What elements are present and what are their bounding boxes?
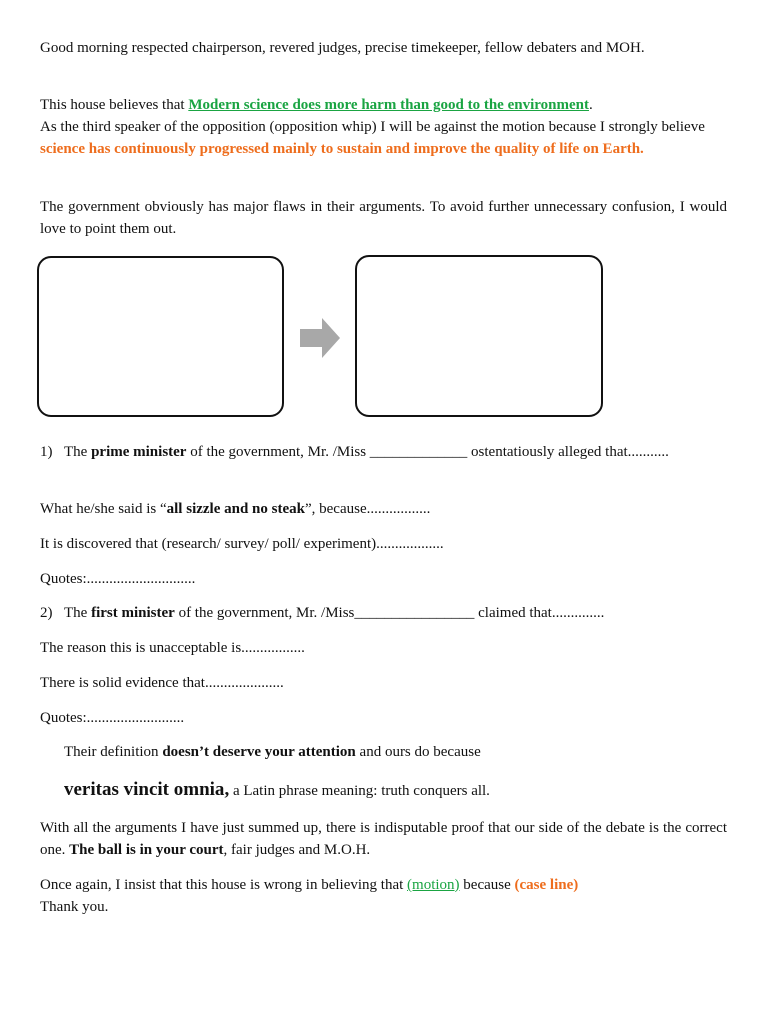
point2-evidence [40, 672, 727, 694]
point2-text-a: The [64, 605, 92, 621]
point2-quotes [40, 707, 727, 729]
point1-quotes [40, 568, 727, 590]
point1-text-a: The [64, 444, 92, 460]
motion-intro: This house believes that [40, 97, 189, 113]
reason-text: The reason this is unacceptable is................. [40, 640, 305, 656]
point1-discovered [40, 533, 727, 555]
point1-number: 1) [40, 444, 53, 460]
right-arrow-icon [300, 318, 342, 360]
quotes-text-2: Quotes:.......................... [40, 710, 185, 726]
point2-paragraph [64, 602, 727, 624]
said-c: ”, because................. [304, 501, 431, 517]
point2-number: 2) [40, 605, 53, 621]
point1-said [40, 498, 727, 520]
motion-text: Modern science does more harm than good to the environment [188, 97, 589, 113]
closing-a: Once again, I insist that this house is wrong in believing that [40, 877, 408, 893]
opening-text: Good morning respected chairperson, revered judges, precise timekeeper, fellow debaters and MOH. [40, 40, 645, 56]
right-blank-box [355, 255, 603, 417]
summary-c: , fair judges and M.O.H. [223, 842, 371, 858]
left-blank-box [37, 256, 284, 417]
point2-reason [40, 637, 727, 659]
definition-paragraph [64, 741, 727, 763]
latin-paragraph [64, 777, 727, 804]
opening-paragraph [40, 37, 727, 59]
definition-phrase: doesn’t deserve your attention [162, 744, 356, 760]
closing-motion: (motion) [407, 877, 460, 893]
point1-paragraph [64, 441, 727, 463]
point1-text-c: of the government, Mr. /Miss _____________ ostentatiously alleged that........... [186, 444, 669, 460]
latin-comma: , [224, 779, 230, 800]
point2-text-c: of the government, Mr. /Miss________________ claimed that.............. [174, 605, 605, 621]
summary-a: With all the arguments I have just summed up, there is indisputable proof that our side of the debate is the correct one. [40, 820, 727, 858]
thank-you-text: Thank you. [40, 899, 109, 915]
latin-phrase: veritas vincit omnia [64, 779, 225, 800]
said-a: What he/she said is “ [40, 501, 167, 517]
flaws-paragraph [40, 196, 727, 240]
summary-phrase: The ball is in your court [69, 842, 224, 858]
definition-c: and ours do because [355, 744, 481, 760]
evidence-text: There is solid evidence that..................... [40, 675, 284, 691]
motion-paragraph [40, 94, 727, 160]
discovered-text: It is discovered that (research/ survey/ poll/ experiment).................. [40, 536, 444, 552]
point1-role: prime minister [91, 444, 187, 460]
said-phrase: all sizzle and no steak [166, 501, 305, 517]
point2-role: first minister [91, 605, 175, 621]
definition-a: Their definition [64, 744, 163, 760]
summary-paragraph [40, 817, 727, 861]
quotes-text-1: Quotes:............................. [40, 571, 196, 587]
closing-case-line: (case line) [514, 877, 579, 893]
case-line-text: science has continuously progressed mainly to sustain and improve the quality of life on Earth. [40, 141, 644, 157]
motion-period: . [588, 97, 593, 113]
latin-meaning: a Latin phrase meaning: truth conquers all. [229, 783, 490, 799]
closing-paragraph [40, 874, 727, 918]
role-intro: As the third speaker of the opposition (opposition whip) I will be against the motion because I strongly believe [40, 119, 705, 135]
flaws-text: The government obviously has major flaws in their arguments. To avoid further unnecessary confusion, I would love to point them out. [40, 199, 727, 237]
closing-b: because [459, 877, 515, 893]
